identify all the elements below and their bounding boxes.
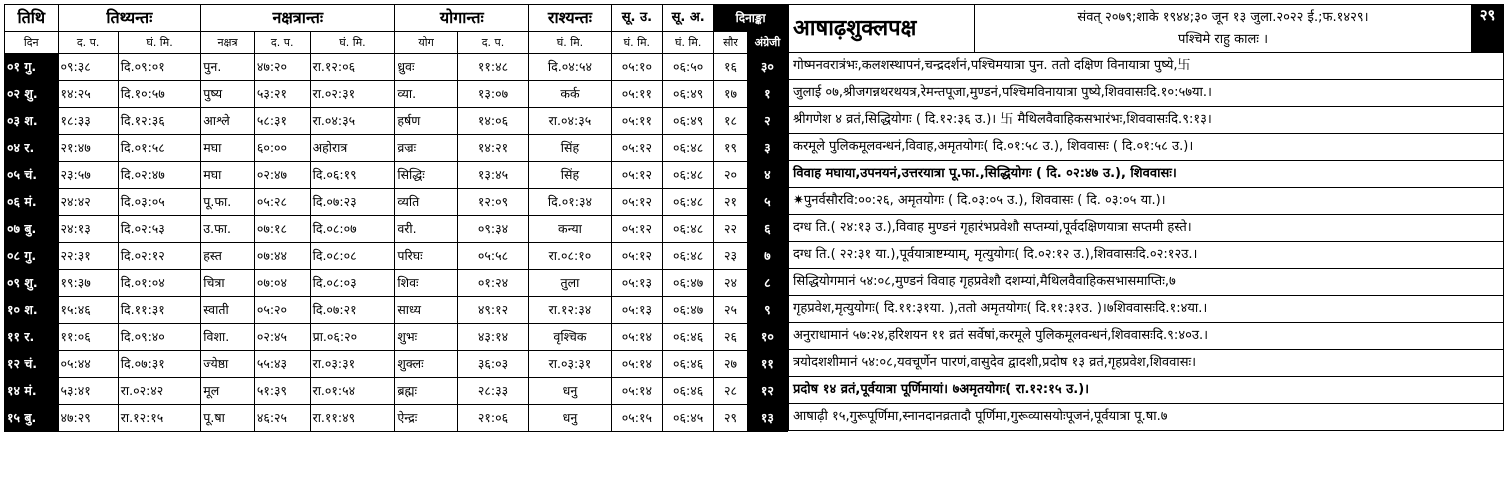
nakshatra-time-cell: रा.०३:३१ <box>310 351 395 378</box>
day-cell: ११ र. <box>5 324 59 351</box>
day-note: श्रीगणेश ४ व्रतं,सिद्धियोगः ( दि.१२:३६ उ.)। 卐 मैथिलवैवाहिकसभारंभः,शिववासःदि.९:१३। <box>789 107 1504 134</box>
nakshatra-dp-cell: ६०:०० <box>254 135 310 162</box>
table-row <box>5 54 788 81</box>
samvat-line: संवत् २०७९;शाके १९४४;३० जून १३ जुला.२०२२ ई.;फ.१४२९। <box>1077 9 1369 25</box>
note-row <box>789 80 1504 107</box>
nakshatra-dp-cell: ४६:२५ <box>254 405 310 432</box>
table-row <box>5 135 788 162</box>
nakshatra-cell: उ.फा. <box>201 216 255 243</box>
col-header-nakshatranta: नक्षत्रान्तः <box>201 5 395 32</box>
sunset-cell: ०६:४९ <box>663 108 714 135</box>
yoga-dp-cell: ०९:३४ <box>457 216 528 243</box>
subheader-yoga: योग <box>395 32 457 54</box>
nakshatra-cell: आश्ले <box>201 108 255 135</box>
yoga-dp-cell: २१:०६ <box>457 405 528 432</box>
nakshatra-cell: मघा <box>201 135 255 162</box>
tithi-dp-cell: ११:०६ <box>58 324 118 351</box>
tithi-dp-cell: ०९:३८ <box>58 54 118 81</box>
sunrise-cell: ०५:१२ <box>611 189 662 216</box>
sunrise-cell: ०५:११ <box>611 81 662 108</box>
yoga-cell: शुक्लः <box>395 351 457 378</box>
tithi-dp-cell: २३:५७ <box>58 162 118 189</box>
sunrise-cell: ०५:१५ <box>611 405 662 432</box>
yoga-cell: शिवः <box>395 270 457 297</box>
col-header-suryodaya: सू. उ. <box>611 5 662 32</box>
nakshatra-time-cell: रा.०१:५४ <box>310 378 395 405</box>
english-date-cell: ७ <box>747 243 787 270</box>
yoga-dp-cell: ३६:०३ <box>457 351 528 378</box>
rashi-cell: धनु <box>529 405 612 432</box>
rashi-cell: वृश्चिक <box>529 324 612 351</box>
note-row <box>789 296 1504 323</box>
subheader-ghm: घं. मि. <box>310 32 395 54</box>
sunrise-cell: ०५:१२ <box>611 216 662 243</box>
sunset-cell: ०६:४८ <box>663 243 714 270</box>
nakshatra-dp-cell: ०५:२० <box>254 297 310 324</box>
day-note: गोष्मनवरात्रंभः,कलशस्थापनं,चन्द्रदर्शनं,पश्चिमयात्रा पुन. ततो दक्षिण विनायात्रा पुष्ये,卐 <box>789 53 1504 80</box>
note-row <box>789 323 1504 350</box>
col-header-suryasta: सू. अ. <box>663 5 714 32</box>
day-note: त्रयोदशशीमानं ५४:०८,यवचूर्णेन पारणं,वासुदेव द्वादशी,प्रदोष १३ व्रतं,गृहप्रवेश,शिववासः। <box>789 350 1504 377</box>
table-row <box>5 81 788 108</box>
sunrise-cell: ०५:१३ <box>611 297 662 324</box>
sunset-cell: ०६:४८ <box>663 162 714 189</box>
tithi-dp-cell: १९:३७ <box>58 270 118 297</box>
day-note: ✷पुनर्वसौरवि:००:२६, अमृतयोगः ( दि.०३:०५ उ.), शिववासः ( दि. ०३:०५ या.)। <box>789 188 1504 215</box>
saur-date-cell: २५ <box>714 297 747 324</box>
saur-date-cell: १९ <box>714 135 747 162</box>
yoga-dp-cell: १४:२१ <box>457 135 528 162</box>
tithi-dp-cell: २४:४२ <box>58 189 118 216</box>
nakshatra-time-cell: दि.०७:२३ <box>310 189 395 216</box>
note-row <box>789 215 1504 242</box>
day-cell: १४ मं. <box>5 378 59 405</box>
sunset-cell: ०६:४८ <box>663 216 714 243</box>
nakshatra-time-cell: दि.०६:१९ <box>310 162 395 189</box>
day-cell: १५ बु. <box>5 405 59 432</box>
yoga-dp-cell: १३:४५ <box>457 162 528 189</box>
sunrise-cell: ०५:११ <box>611 108 662 135</box>
saur-date-cell: २९ <box>714 405 747 432</box>
nakshatra-dp-cell: ०७:१८ <box>254 216 310 243</box>
day-note: दग्ध ति.( २२:३१ या.),पूर्वयात्राष्टम्याम्, मृत्युयोगः( दि.०२:१२ उ.),शिववासःदि.०२:१२उ.। <box>789 242 1504 269</box>
nakshatra-time-cell: दि.०८:०८ <box>310 243 395 270</box>
yoga-cell: हर्षण <box>395 108 457 135</box>
english-date-cell: ३ <box>747 135 787 162</box>
sunrise-cell: ०५:१३ <box>611 270 662 297</box>
table-row <box>5 108 788 135</box>
day-cell: ०४ र. <box>5 135 59 162</box>
yoga-dp-cell: ४३:१४ <box>457 324 528 351</box>
header-row <box>5 5 788 32</box>
rashi-cell: रा.१२:३४ <box>529 297 612 324</box>
note-row <box>789 53 1504 80</box>
day-note: गृहप्रवेश,मृत्युयोगः( दि.११:३१या. ),ततो अमृतयोगः( दि.११:३१उ. )।७शिववासःदि.१:४या.। <box>789 296 1504 323</box>
sunrise-cell: ०५:१२ <box>611 162 662 189</box>
yoga-cell: परिघः <box>395 243 457 270</box>
note-row <box>789 134 1504 161</box>
nakshatra-cell: स्वाती <box>201 297 255 324</box>
yoga-cell: ध्रुवः <box>395 54 457 81</box>
day-note: आषाढ़ी १५,गुरूपूर्णिमा,स्नानदानव्रतादौ पूर्णिमा,गुरूव्यासयोःपूजनं,पूर्वयात्रा पू.षा.७ <box>789 404 1504 431</box>
tithi-time-cell: दि.०२:१२ <box>118 243 201 270</box>
saur-date-cell: १६ <box>714 54 747 81</box>
subheader-saur: सौर <box>714 32 747 54</box>
sunset-cell: ०६:४५ <box>663 405 714 432</box>
day-cell: ०९ शु. <box>5 270 59 297</box>
rashi-cell: कर्क <box>529 81 612 108</box>
panchang-grid <box>4 4 788 432</box>
english-date-cell: ६ <box>747 216 787 243</box>
yoga-dp-cell: ११:४८ <box>457 54 528 81</box>
sunrise-cell: ०५:१४ <box>611 324 662 351</box>
nakshatra-cell: मूल <box>201 378 255 405</box>
english-date-cell: ८ <box>747 270 787 297</box>
day-cell: ०६ मं. <box>5 189 59 216</box>
page-title: आषाढ़शुक्लपक्ष <box>789 5 975 53</box>
yoga-dp-cell: २८:३३ <box>457 378 528 405</box>
day-cell: ०५ चं. <box>5 162 59 189</box>
tithi-time-cell: दि.०७:३१ <box>118 351 201 378</box>
english-date-cell: १२ <box>747 378 787 405</box>
nakshatra-cell: पू.फा. <box>201 189 255 216</box>
nakshatra-cell: पू.षा <box>201 405 255 432</box>
tithi-dp-cell: २२:३१ <box>58 243 118 270</box>
english-date-cell: १ <box>747 81 787 108</box>
subheader-ghm: घं. मि. <box>663 32 714 54</box>
col-header-dinanka: दिनाङ्का <box>714 5 788 32</box>
tithi-time-cell: दि.१०:५७ <box>118 81 201 108</box>
tithi-time-cell: दि.०२:४७ <box>118 162 201 189</box>
sunrise-cell: ०५:१२ <box>611 243 662 270</box>
nakshatra-dp-cell: ५३:२१ <box>254 81 310 108</box>
saur-date-cell: २६ <box>714 324 747 351</box>
table-row <box>5 270 788 297</box>
english-date-cell: ९ <box>747 297 787 324</box>
nakshatra-dp-cell: ०२:४५ <box>254 324 310 351</box>
day-cell: १० श. <box>5 297 59 324</box>
sunset-cell: ०६:४७ <box>663 270 714 297</box>
nakshatra-time-cell: अहोरात्र <box>310 135 395 162</box>
sunset-cell: ०६:४८ <box>663 135 714 162</box>
sunset-cell: ०६:४९ <box>663 81 714 108</box>
yoga-dp-cell: ४९:१२ <box>457 297 528 324</box>
tithi-dp-cell: १४:२५ <box>58 81 118 108</box>
saur-date-cell: २२ <box>714 216 747 243</box>
subheader-row <box>5 32 788 54</box>
tithi-dp-cell: ४७:२९ <box>58 405 118 432</box>
table-row <box>5 405 788 432</box>
day-cell: ०२ शु. <box>5 81 59 108</box>
english-date-cell: ११ <box>747 351 787 378</box>
yoga-cell: शुभः <box>395 324 457 351</box>
nakshatra-dp-cell: ५८:३१ <box>254 108 310 135</box>
subheader-din: दिन <box>5 32 59 54</box>
sunset-cell: ०६:५० <box>663 54 714 81</box>
tithi-time-cell: दि.०३:०५ <box>118 189 201 216</box>
english-date-cell: ३० <box>747 54 787 81</box>
yoga-dp-cell: १३:०७ <box>457 81 528 108</box>
subheader-angreji: अंग्रेजी <box>747 32 787 54</box>
subheader-dp: द. प. <box>58 32 118 54</box>
subheader-ghm: घं. मि. <box>118 32 201 54</box>
tithi-time-cell: दि.०९:०१ <box>118 54 201 81</box>
table-row <box>5 162 788 189</box>
subheader-nakshatra: नक्षत्र <box>201 32 255 54</box>
tithi-time-cell: दि.०९:४० <box>118 324 201 351</box>
rashi-cell: रा.०३:३१ <box>529 351 612 378</box>
english-date-cell: १० <box>747 324 787 351</box>
tithi-time-cell: दि.०१:०४ <box>118 270 201 297</box>
rashi-cell: सिंह <box>529 135 612 162</box>
saur-date-cell: २० <box>714 162 747 189</box>
saur-date-cell: २३ <box>714 243 747 270</box>
saur-date-cell: १८ <box>714 108 747 135</box>
day-cell: ०१ गु. <box>5 54 59 81</box>
day-cell: ०७ बु. <box>5 216 59 243</box>
note-row <box>789 161 1504 188</box>
saur-date-cell: २८ <box>714 378 747 405</box>
tithi-time-cell: रा.१२:१५ <box>118 405 201 432</box>
rashi-cell: कन्या <box>529 216 612 243</box>
day-cell: ०३ श. <box>5 108 59 135</box>
table-row <box>5 351 788 378</box>
table-row <box>5 378 788 405</box>
nakshatra-dp-cell: ५१:३९ <box>254 378 310 405</box>
yoga-dp-cell: ०१:२४ <box>457 270 528 297</box>
rashi-cell: धनु <box>529 378 612 405</box>
table-row <box>5 189 788 216</box>
nakshatra-cell: पुष्य <box>201 81 255 108</box>
note-row <box>789 350 1504 377</box>
rashi-cell: तुला <box>529 270 612 297</box>
tithi-dp-cell: १८:३३ <box>58 108 118 135</box>
day-note: विवाह मघाया,उपनयनं,उत्तरयात्रा पू.फा.,सिद्धियोगः ( दि. ०२:४७ उ.), शिववासः। <box>789 161 1504 188</box>
day-note: अनुराधामानं ५७:२४,हरिशयन ११ व्रतं सर्वेषां,करमूले पुलिकमूलवन्धनं,शिववासःदि.९:४०उ.। <box>789 323 1504 350</box>
page-number: २९ <box>1472 5 1504 53</box>
rashi-cell: रा.०८:१० <box>529 243 612 270</box>
rahu-kaal-line: पश्चिमे राहु कालः । <box>1177 31 1268 47</box>
sunset-cell: ०६:४६ <box>663 351 714 378</box>
subheader-dp: द. प. <box>457 32 528 54</box>
subheader-ghm: घं. मि. <box>529 32 612 54</box>
yoga-cell: व्यति <box>395 189 457 216</box>
tithi-dp-cell: २१:४७ <box>58 135 118 162</box>
saur-date-cell: २४ <box>714 270 747 297</box>
yoga-dp-cell: ०५:५८ <box>457 243 528 270</box>
day-note: प्रदोष १४ व्रतं,पूर्वयात्रा पूर्णिमायां। ७अमृतयोगः( रा.१२:१५ उ.)। <box>789 377 1504 404</box>
nakshatra-time-cell: रा.११:४९ <box>310 405 395 432</box>
note-row <box>789 107 1504 134</box>
english-date-cell: २ <box>747 108 787 135</box>
yoga-dp-cell: १२:०९ <box>457 189 528 216</box>
day-note: दग्ध ति.( २४:१३ उ.),विवाह मुण्डनं गृहारंभप्रवेशौ सप्तम्यां,पूर्वदक्षिणयात्रा सप्तमी हस्ते। <box>789 215 1504 242</box>
note-row <box>789 188 1504 215</box>
yoga-dp-cell: १४:०६ <box>457 108 528 135</box>
samvat-info <box>975 5 1472 53</box>
note-row <box>789 377 1504 404</box>
saur-date-cell: १७ <box>714 81 747 108</box>
col-header-yoganta: योगान्तः <box>395 5 529 32</box>
note-row <box>789 242 1504 269</box>
subheader-dp: द. प. <box>254 32 310 54</box>
tithi-time-cell: दि.११:३१ <box>118 297 201 324</box>
day-cell: ०८ गु. <box>5 243 59 270</box>
notes-panel <box>788 4 1504 431</box>
nakshatra-time-cell: रा.०२:३१ <box>310 81 395 108</box>
english-date-cell: ४ <box>747 162 787 189</box>
tithi-dp-cell: ५३:४१ <box>58 378 118 405</box>
table-row <box>5 324 788 351</box>
day-cell: १२ चं. <box>5 351 59 378</box>
nakshatra-time-cell: दि.०८:०७ <box>310 216 395 243</box>
col-header-rashyanta: राश्यन्तः <box>529 5 612 32</box>
sunrise-cell: ०५:१४ <box>611 378 662 405</box>
yoga-cell: सिद्धिः <box>395 162 457 189</box>
yoga-cell: व्या. <box>395 81 457 108</box>
nakshatra-time-cell: रा.१२:०६ <box>310 54 395 81</box>
yoga-cell: व्रज्रः <box>395 135 457 162</box>
rashi-cell: दि.०४:५४ <box>529 54 612 81</box>
yoga-cell: साध्य <box>395 297 457 324</box>
tithi-time-cell: दि.०१:५८ <box>118 135 201 162</box>
col-header-tithi: तिथि <box>5 5 59 32</box>
english-date-cell: ५ <box>747 189 787 216</box>
note-row <box>789 269 1504 296</box>
tithi-dp-cell: २४:१३ <box>58 216 118 243</box>
yoga-cell: वरी. <box>395 216 457 243</box>
nakshatra-dp-cell: ४७:२० <box>254 54 310 81</box>
yoga-cell: ऐन्द्रः <box>395 405 457 432</box>
sunrise-cell: ०५:१० <box>611 54 662 81</box>
rashi-cell: सिंह <box>529 162 612 189</box>
tithi-dp-cell: १५:४६ <box>58 297 118 324</box>
subheader-ghm: घं. मि. <box>611 32 662 54</box>
nakshatra-time-cell: प्रा.०६:२० <box>310 324 395 351</box>
note-row <box>789 404 1504 431</box>
sunset-cell: ०६:४७ <box>663 297 714 324</box>
nakshatra-dp-cell: ०७:०४ <box>254 270 310 297</box>
nakshatra-dp-cell: ५५:४३ <box>254 351 310 378</box>
tithi-time-cell: दि.१२:३६ <box>118 108 201 135</box>
sunrise-cell: ०५:१२ <box>611 135 662 162</box>
rashi-cell: रा.०४:३५ <box>529 108 612 135</box>
table-row <box>5 216 788 243</box>
sunrise-cell: ०५:१४ <box>611 351 662 378</box>
nakshatra-dp-cell: ०५:२८ <box>254 189 310 216</box>
nakshatra-time-cell: दि.०७:२१ <box>310 297 395 324</box>
day-note: करमूले पुलिकमूलवन्धनं,विवाह,अमृतयोगः( दि.०१:५८ उ.), शिववासः ( दि.०१:५८ उ.)। <box>789 134 1504 161</box>
saur-date-cell: २७ <box>714 351 747 378</box>
saur-date-cell: २१ <box>714 189 747 216</box>
yoga-cell: ब्रह्मः <box>395 378 457 405</box>
sunset-cell: ०६:४६ <box>663 378 714 405</box>
nakshatra-cell: ज्येष्ठा <box>201 351 255 378</box>
sunset-cell: ०६:४८ <box>663 189 714 216</box>
table-row <box>5 297 788 324</box>
day-note: सिद्धियोगमानं ५४:०८,मुण्डनं विवाह गृहप्रवेशौ दशम्यां,मैथिलवैवाहिकसभासमाप्तिः,७ <box>789 269 1504 296</box>
day-note: जुलाई ०७,श्रीजगन्नथरथयत्र,रेमन्तपूजा,मुण्डनं,पश्चिमविनायात्रा पुष्ये,शिववासःदि.१०:५७या.। <box>789 80 1504 107</box>
nakshatra-dp-cell: ०७:४४ <box>254 243 310 270</box>
nakshatra-dp-cell: ०२:४७ <box>254 162 310 189</box>
nakshatra-cell: चित्रा <box>201 270 255 297</box>
nakshatra-cell: हस्त <box>201 243 255 270</box>
nakshatra-time-cell: रा.०४:३५ <box>310 108 395 135</box>
tithi-time-cell: दि.०२:५३ <box>118 216 201 243</box>
tithi-dp-cell: ०५:४४ <box>58 351 118 378</box>
tithi-time-cell: रा.०२:४२ <box>118 378 201 405</box>
sunset-cell: ०६:४६ <box>663 324 714 351</box>
nakshatra-cell: विशा. <box>201 324 255 351</box>
col-header-tithyanta: तिथ्यन्तः <box>58 5 201 32</box>
nakshatra-time-cell: दि.०८:०३ <box>310 270 395 297</box>
title-row <box>789 5 1504 53</box>
nakshatra-cell: मघा <box>201 162 255 189</box>
table-row <box>5 243 788 270</box>
rashi-cell: दि.०१:३४ <box>529 189 612 216</box>
nakshatra-cell: पुन. <box>201 54 255 81</box>
english-date-cell: १३ <box>747 405 787 432</box>
